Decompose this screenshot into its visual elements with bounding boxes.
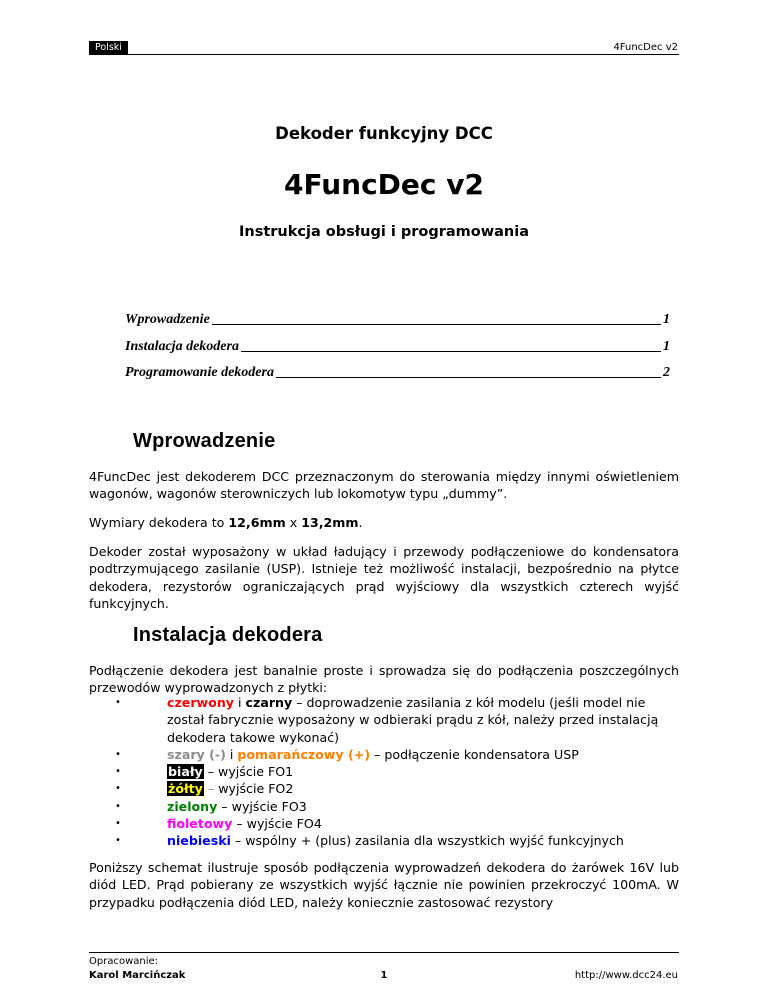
bullet: • (115, 818, 121, 830)
intro-paragraph-2: Dekoder został wyposażony w układ ładujący i przewody podłączeniowe do kondensatora podtrzymującego zasilanie (USP). Istnieje też możliwość instalacji, bezpośrednio na płytce dekodera, rezystorów ograniczających prąd wyjściowy dla wszystkich czterech wyjść funkcyjnych. (89, 544, 679, 612)
wire-yellow: żółty (168, 781, 203, 797)
footer-label: Opracowanie: (89, 956, 159, 967)
dimension-width: 12,6mm (228, 515, 286, 530)
install-paragraph-2: Poniższy schemat ilustruje sposób podłączenia wyprowadzeń dekodera do żarówek 16V lub diód LED. Prąd pobierany ze wszystkich wyjść łącznie nie powinien przekroczyć 100mA. W przypadku podłączenia diód LED, należy koniecznie zastosować rezystory (89, 860, 679, 910)
toc-entry-label: Programowanie dekodera (125, 365, 274, 380)
bullet: • (115, 748, 121, 760)
wire-violet: fioletowy (167, 816, 233, 832)
list-item: • żółty – wyjście FO2 (115, 781, 294, 797)
toc-entry-page: 2 (663, 365, 670, 380)
doc-subtitle: Dekoder funkcyjny DCC (275, 124, 493, 143)
toc-leader (212, 324, 661, 325)
footer-url-link[interactable]: http://www.dcc24.eu (574, 970, 678, 981)
list-item: • niebieski – wspólny + (plus) zasilania dla wszystkich wyjść funkcyjnych (115, 833, 624, 849)
bullet: • (115, 697, 121, 708)
doc-manual-title: Instrukcja obsługi i programowania (238, 224, 530, 240)
toc-leader (276, 377, 661, 378)
section-heading-install: Instalacja dekodera (133, 624, 323, 646)
wire-orange: pomarańczowy (+) (237, 746, 371, 762)
intro-paragraph-dimensions: Wymiary dekodera to 12,6mm x 13,2mm. (89, 515, 363, 530)
list-item: • szary (-) i pomarańczowy (+) – podłączenie kondensatora USP (115, 746, 579, 762)
toc-entry-label: Instalacja dekodera (125, 339, 239, 354)
toc-entry[interactable] (125, 337, 670, 355)
doc-title: 4FuncDec v2 (284, 168, 484, 201)
toc-entry-page: 1 (663, 339, 670, 354)
wire-red: czerwony (167, 695, 235, 710)
wire-green: zielony (167, 798, 218, 814)
wire-list (115, 694, 680, 850)
dimension-height: 13,2mm (301, 515, 359, 530)
toc-leader (241, 351, 661, 352)
toc-entry-label: Wprowadzenie (125, 312, 210, 327)
bullet: • (115, 800, 121, 812)
footer-rule (89, 952, 679, 953)
wire-blue: niebieski (167, 833, 231, 849)
bullet: • (115, 766, 121, 778)
list-item: • biały – wyjście FO1 (115, 764, 294, 780)
list-item: • czerwony i czarny – doprowadzenie zasilania z kół modelu (jeśli model nie został fabrycznie wyposażony w odbieraki prądu z kół, należy przed instalacją dekodera takowe wykonać) (115, 695, 659, 745)
toc-entry[interactable] (125, 363, 670, 381)
section-heading-intro: Wprowadzenie (133, 430, 276, 452)
intro-paragraph-1: 4FuncDec jest dekoderem DCC przeznaczonym do sterowania między innymi oświetleniem wagonów, wagonów sterowniczych lub lokomotyw typu „dummy”. (89, 469, 679, 502)
wire-grey: szary (-) (167, 746, 226, 762)
wire-black: czarny (245, 695, 293, 710)
toc-entry[interactable] (125, 310, 670, 328)
list-item: • fioletowy – wyjście FO4 (115, 816, 322, 832)
footer-author: Karol Marcińczak (89, 970, 186, 981)
install-paragraph-1: Podłączenie dekodera jest banalnie proste i sprowadza się do podłączenia poszczególnych przewodów wyprowadzonych z płytki: (89, 663, 679, 696)
header-rule (89, 54, 679, 55)
toc-entry-page: 1 (663, 312, 670, 327)
header-language-label: Polski (89, 41, 128, 54)
bullet: • (115, 835, 121, 847)
bullet: • (115, 783, 121, 795)
footer-page-number: 1 (380, 970, 388, 981)
header-version: 4FuncDec v2 (613, 42, 678, 53)
wire-white: biały (168, 764, 203, 780)
list-item: • zielony – wyjście FO3 (115, 798, 307, 814)
